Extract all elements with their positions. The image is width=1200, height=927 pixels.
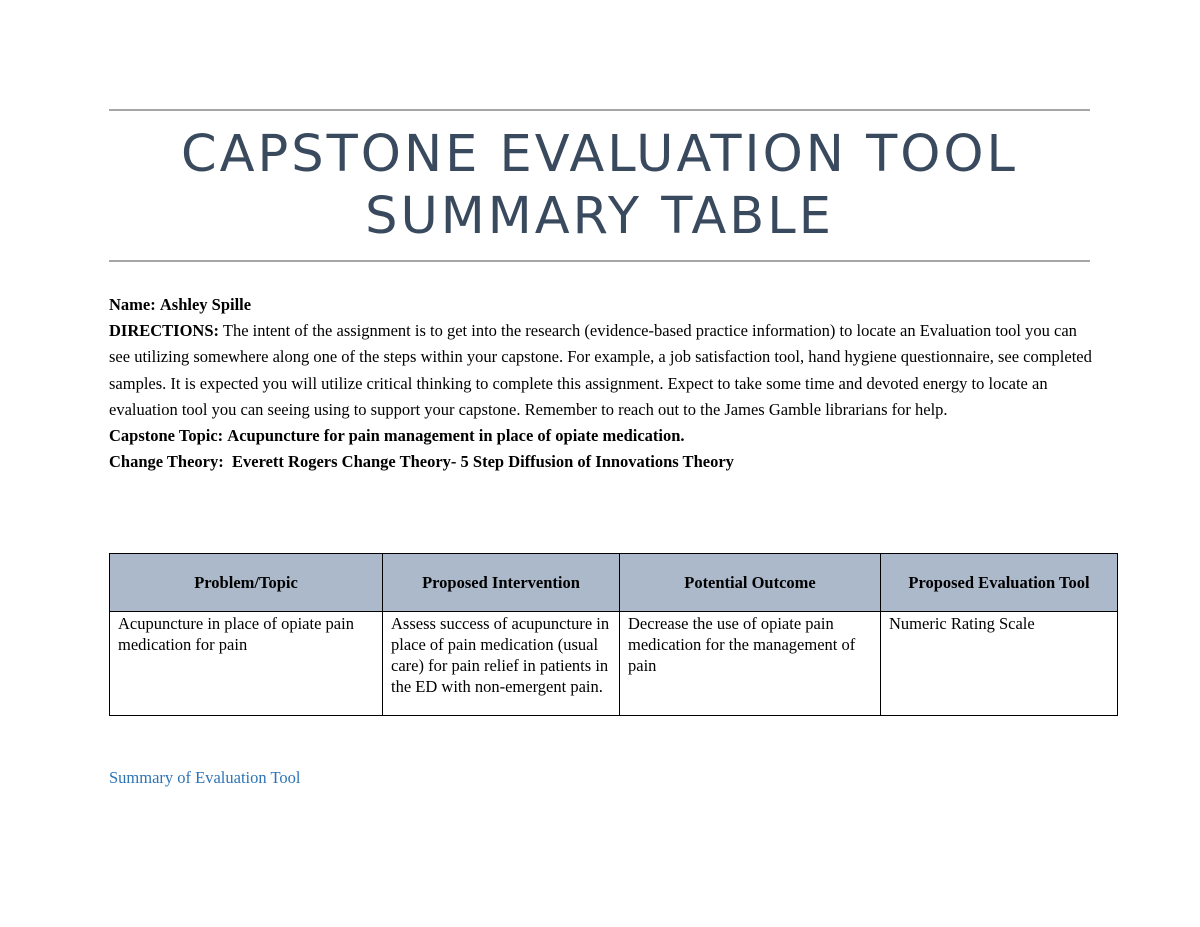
name-label: Name: <box>109 295 156 314</box>
table-header-row <box>110 554 1118 612</box>
page-title <box>109 124 1090 248</box>
summary-of-evaluation-tool-heading: Summary of Evaluation Tool <box>109 768 301 787</box>
header-problem-topic: Problem/Topic <box>110 554 383 612</box>
title-top-rule <box>109 109 1090 111</box>
name-line <box>109 292 1094 318</box>
directions-paragraph <box>109 318 1094 423</box>
table-row <box>110 612 1118 716</box>
cell-potential-outcome: Decrease the use of opiate pain medication for the management of pain <box>620 612 881 716</box>
title-line-2: SUMMARY TABLE <box>365 187 834 246</box>
header-potential-outcome: Potential Outcome <box>620 554 881 612</box>
cell-proposed-evaluation-tool: Numeric Rating Scale <box>881 612 1118 716</box>
capstone-topic-label: Capstone Topic: <box>109 426 224 446</box>
summary-table <box>109 553 1118 716</box>
change-theory-label: Change Theory: <box>109 452 224 472</box>
change-theory-line <box>109 449 1094 475</box>
cell-proposed-intervention: Assess success of acupuncture in place of pain medication (usual care) for pain relief in patients in the ED with non-emergent pain. <box>383 612 620 716</box>
capstone-topic-line <box>109 423 1094 449</box>
capstone-topic-value: Acupuncture for pain management in place of opiate medication. <box>227 426 685 446</box>
name-value: Ashley Spille <box>159 295 252 314</box>
header-proposed-evaluation-tool: Proposed Evaluation Tool <box>881 554 1118 612</box>
title-line-1: CAPSTONE EVALUATION TOOL <box>181 125 1018 184</box>
change-theory-value: Everett Rogers Change Theory- 5 Step Diffusion of Innovations Theory <box>232 452 734 472</box>
assignment-info <box>109 292 1094 475</box>
header-proposed-intervention: Proposed Intervention <box>383 554 620 612</box>
directions-text: The intent of the assignment is to get into the research (evidence-based practice information) to locate an Evaluation tool you can see utilizing somewhere along one of the steps within your capstone. For example, a job satisfaction tool, hand hygiene questionnaire, see completed samples. It is expected you will utilize critical thinking to complete this assignment. Expect to take some time and devoted energy to locate an evaluation tool you can seeing using to support your capstone. Remember to reach out to the James Gamble librarians for help. <box>109 321 1092 419</box>
cell-problem-topic: Acupuncture in place of opiate pain medication for pain <box>110 612 383 716</box>
title-bottom-rule <box>109 260 1090 262</box>
directions-label: DIRECTIONS: <box>109 321 220 341</box>
